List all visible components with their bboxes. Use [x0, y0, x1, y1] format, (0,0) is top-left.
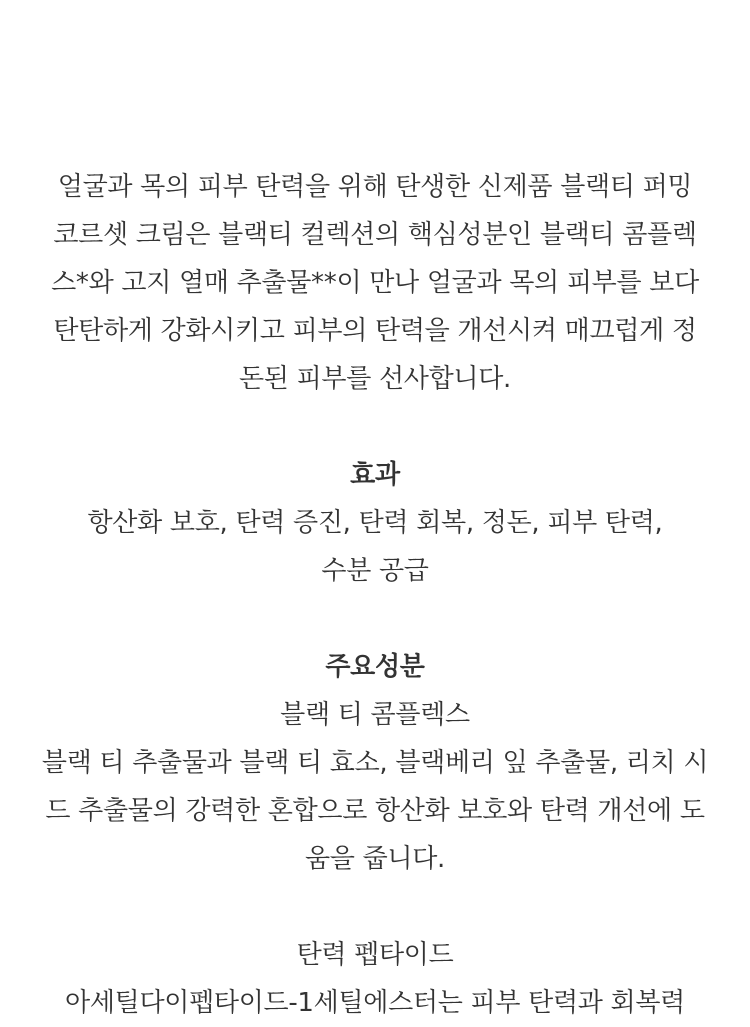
product-description	[38, 163, 712, 1027]
intro-line: 스*와 고지 열매 추출물**이 만나 얼굴과 목의 피부를 보다	[51, 268, 699, 298]
intro-line: 코르셋 크림은 블랙티 컬렉션의 핵심성분인 블랙티 콤플렉	[53, 220, 697, 250]
spacer	[38, 595, 712, 643]
intro-line: 탄탄하게 강화시키고 피부의 탄력을 개선시켜 매끄럽게 정	[53, 316, 697, 346]
ingredients-section	[38, 643, 712, 1027]
effects-line: 수분 공급	[321, 556, 429, 586]
intro-paragraph	[38, 163, 712, 403]
spacer	[38, 403, 712, 451]
spacer	[38, 883, 712, 931]
intro-line: 돈된 피부를 선사합니다.	[238, 364, 512, 394]
ingredient-description-line: 움을 줍니다.	[304, 844, 445, 874]
ingredient-description-line: 블랙 티 추출물과 블랙 티 효소, 블랙베리 잎 추출물, 리치 시	[41, 748, 709, 778]
ingredient-description-line: 아세틸다이펩타이드-1세틸에스터는 피부 탄력과 회복력	[65, 988, 685, 1018]
ingredient-name: 블랙 티 콤플렉스	[280, 700, 470, 730]
effects-section	[38, 451, 712, 595]
ingredients-heading: 주요성분	[325, 652, 425, 682]
effects-heading: 효과	[350, 460, 400, 490]
intro-line: 얼굴과 목의 피부 탄력을 위해 탄생한 신제품 블랙티 퍼밍	[57, 172, 693, 202]
ingredient-name: 탄력 펩타이드	[296, 940, 454, 970]
ingredient-description-line: 드 추출물의 강력한 혼합으로 항산화 보호와 탄력 개선에 도	[45, 796, 705, 826]
effects-line: 항산화 보호, 탄력 증진, 탄력 회복, 정돈, 피부 탄력,	[87, 508, 663, 538]
